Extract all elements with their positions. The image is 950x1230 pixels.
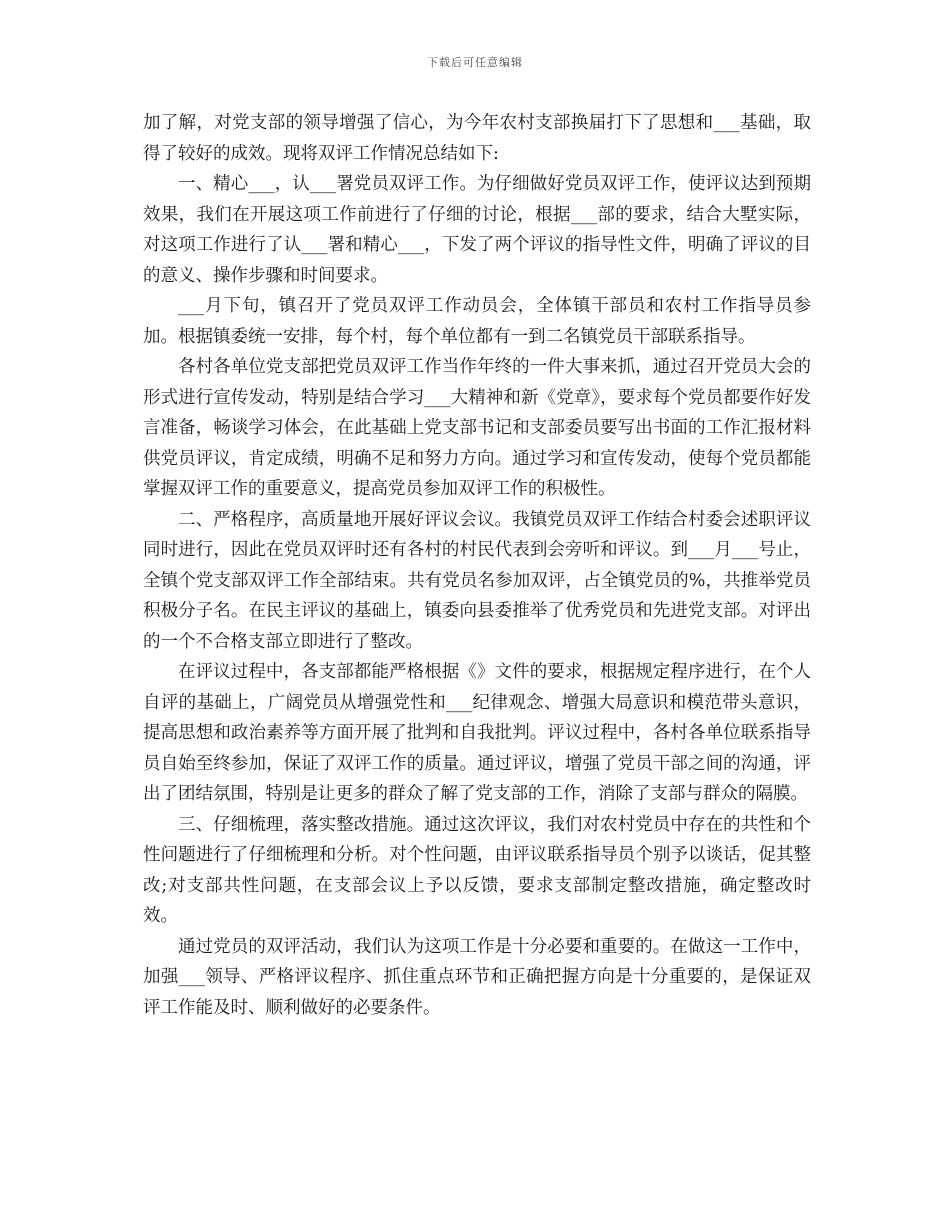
paragraph-3: ___月下旬，镇召开了党员双评工作动员会，全体镇干部员和农村工作指导员参加。根据镇委统一安排，每个村，每个单位都有一到二名镇党员干部联系指导。 (143, 296, 811, 347)
paragraph-8: 通过党员的双评活动，我们认为这项工作是十分必要和重要的。在做这一工作中，加强___领导、严格评议程序、抓住重点环节和正确把握方向是十分重要的，是保证双评工作能及时、顺利做好的必要条件。 (143, 936, 811, 1018)
paragraph-2: 一、精心___，认___署党员双评工作。为仔细做好党员双评工作，使评议达到预期效果，我们在开展这项工作前进行了仔细的讨论，根据___部的要求，结合大墅实际，对这项工作进行了认___署和精心___，下发了两个评议的指导性文件，明确了评议的目的意义、操作步骤和时间要求。 (143, 174, 811, 286)
paragraph-4: 各村各单位党支部把党员双评工作当作年终的一件大事来抓，通过召开党员大会的形式进行宣传发动，特别是结合学习___大精神和新《党章》，要求每个党员都要作好发言准备，畅谈学习体会，在此基础上党支部书记和支部委员要写出书面的工作汇报材料供党员评议，肯定成绩，明确不足和努力方向。通过学习和宣传发动，使每个党员都能掌握双评工作的重要意义，提高党员参加双评工作的积极性。 (143, 357, 811, 499)
paragraph-6: 在评议过程中，各支部都能严格根据《》文件的要求，根据规定程序进行，在个人自评的基础上，广阔党员从增强党性和___纪律观念、增强大局意识和模范带头意识，提高思想和政治素养等方面开展了批判和自我批判。评议过程中，各村各单位联系指导员自始至终参加，保证了双评工作的质量。通过评议，增强了党员干部之间的沟通，评出了团结氛围，特别是让更多的群众了解了党支部的工作，消除了支部与群众的隔膜。 (143, 662, 811, 804)
paragraph-5: 二、严格程序，高质量地开展好评议会议。我镇党员双评工作结合村委会述职评议同时进行，因此在党员双评时还有各村的村民代表到会旁听和评议。到___月___号止，全镇个党支部双评工作全部结束。共有党员名参加双评，占全镇党员的%，共推举党员积极分子名。在民主评议的基础上，镇委向县委推举了优秀党员和先进党支部。对评出的一个不合格支部立即进行了整改。 (143, 509, 811, 652)
document-body (143, 108, 811, 1023)
paragraph-1: 加了解，对党支部的领导增强了信心，为今年农村支部换届打下了思想和___基础，取得了较好的成效。现将双评工作情况总结如下: (143, 113, 811, 164)
paragraph-7: 三、仔细梳理，落实整改措施。通过这次评议，我们对农村党员中存在的共性和个性问题进行了仔细梳理和分析。对个性问题，由评议联系指导员个别予以谈话，促其整改;对支部共性问题，在支部会议上予以反馈，要求支部制定整改措施，确定整改时效。 (143, 814, 811, 926)
page-header: 下载后可任意编辑 (427, 56, 523, 69)
